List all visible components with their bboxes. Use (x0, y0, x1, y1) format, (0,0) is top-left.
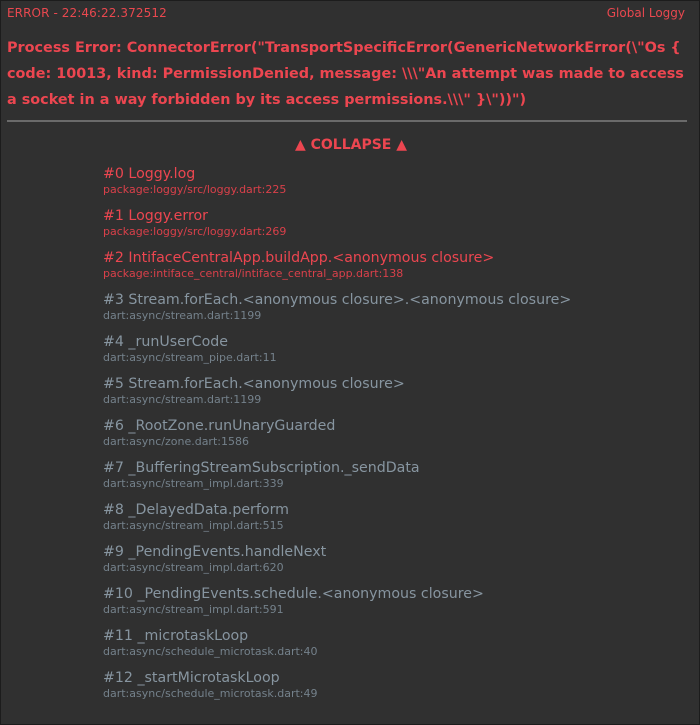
stack-frame-title: #1 Loggy.error (103, 208, 208, 224)
stack-frame (103, 415, 693, 457)
stack-frame-title: #3 Stream.forEach.<anonymous closure>.<anonymous closure> (103, 292, 572, 308)
stack-frame (103, 331, 693, 373)
stack-frame-location: package:loggy/src/loggy.dart:269 (103, 225, 287, 238)
collapse-button[interactable]: ▲ COLLAPSE ▲ (294, 137, 408, 153)
stack-frame-title: #10 _PendingEvents.schedule.<anonymous closure> (103, 586, 484, 602)
stack-frame (103, 163, 693, 205)
stack-frame-location: dart:async/schedule_microtask.dart:40 (103, 645, 318, 658)
stack-frame (103, 541, 693, 583)
stack-frame (103, 625, 693, 667)
stack-trace (103, 163, 693, 709)
stack-frame-title: #4 _runUserCode (103, 334, 228, 350)
stack-frame-location: dart:async/stream_impl.dart:515 (103, 519, 284, 532)
stack-frame-location: dart:async/schedule_microtask.dart:49 (103, 687, 318, 700)
stack-frame (103, 457, 693, 499)
stack-frame-location: dart:async/stream.dart:1199 (103, 309, 262, 322)
stack-frame-title: #0 Loggy.log (103, 166, 196, 182)
logger-name: Global Loggy (606, 6, 685, 20)
stack-frame-location: dart:async/zone.dart:1586 (103, 435, 249, 448)
stack-frame-location: package:intiface_central/intiface_central_app.dart:138 (103, 267, 404, 280)
stack-frame-title: #11 _microtaskLoop (103, 628, 249, 644)
stack-frame-location: dart:async/stream_impl.dart:339 (103, 477, 284, 490)
error-message: Process Error: ConnectorError("TransportSpecificError(GenericNetworkError(\"Os { code: 10013, kind: PermissionDenied, message: \\\"An attempt was made to access a socket in a way forbidden by its access permissions.\\\" }\"))") (7, 40, 689, 108)
stack-frame-title: #8 _DelayedData.perform (103, 502, 289, 518)
stack-frame-location: dart:async/stream_impl.dart:591 (103, 603, 284, 616)
stack-frame-location: dart:async/stream_pipe.dart:11 (103, 351, 277, 364)
stack-frame-title: #9 _PendingEvents.handleNext (103, 544, 327, 560)
stack-frame (103, 205, 693, 247)
stack-frame (103, 499, 693, 541)
stack-frame-location: dart:async/stream.dart:1199 (103, 393, 262, 406)
stack-frame-title: #6 _RootZone.runUnaryGuarded (103, 418, 336, 434)
stack-frame-location: dart:async/stream_impl.dart:620 (103, 561, 284, 574)
stack-frame-title: #12 _startMicrotaskLoop (103, 670, 280, 686)
divider (7, 120, 687, 122)
stack-frame (103, 373, 693, 415)
stack-frame-title: #5 Stream.forEach.<anonymous closure> (103, 376, 405, 392)
stack-frame (103, 583, 693, 625)
stack-frame-title: #2 IntifaceCentralApp.buildApp.<anonymous closure> (103, 250, 495, 266)
stack-frame (103, 247, 693, 289)
stack-frame (103, 289, 693, 331)
log-level-timestamp: ERROR - 22:46:22.372512 (7, 6, 167, 20)
stack-frame (103, 667, 693, 709)
stack-frame-title: #7 _BufferingStreamSubscription._sendData (103, 460, 420, 476)
stack-frame-location: package:loggy/src/loggy.dart:225 (103, 183, 287, 196)
